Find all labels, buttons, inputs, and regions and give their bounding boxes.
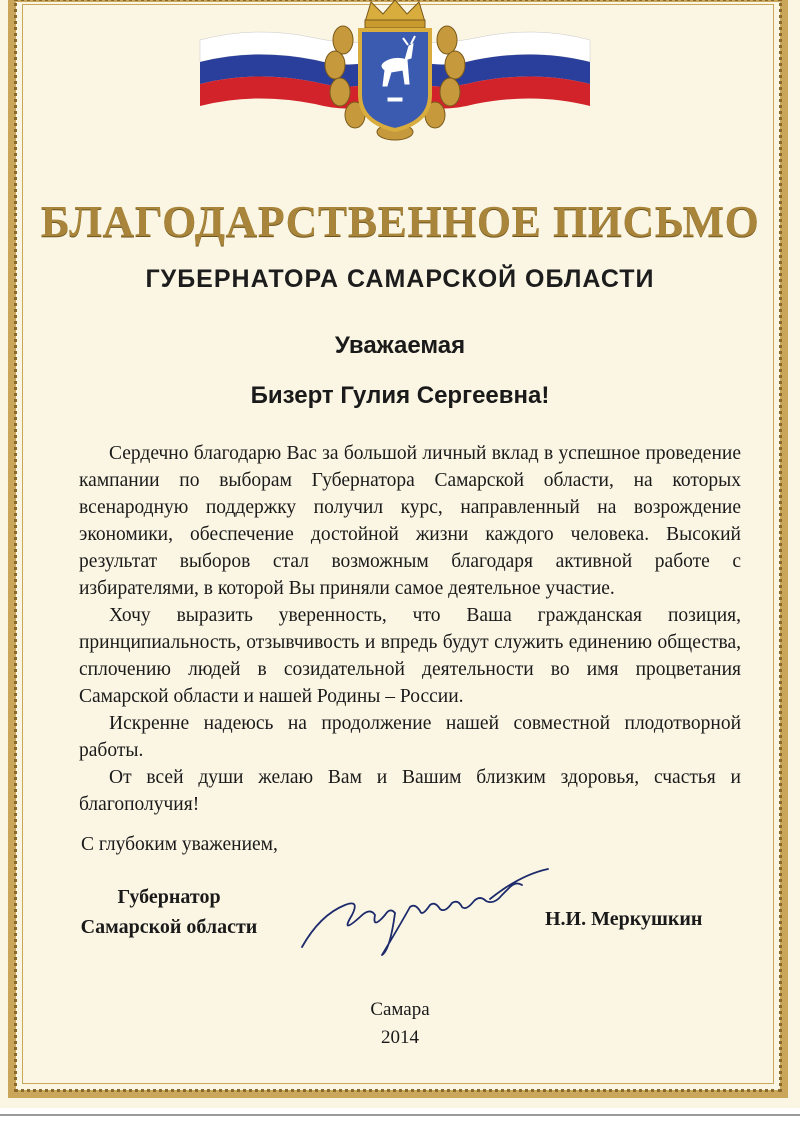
- recipient-name: Бизерт Гулия Сергеевна!: [250, 382, 550, 409]
- letter-body: [79, 440, 741, 818]
- signatory-position: [64, 882, 274, 942]
- paragraph: Искренне надеюсь на продолжение нашей совместной плодотворной работы.: [79, 713, 741, 761]
- handwritten-signature: [290, 855, 560, 965]
- document-subtitle: ГУБЕРНАТОРА САМАРСКОЙ ОБЛАСТИ: [145, 265, 655, 293]
- closing-line: С глубоким уважением,: [81, 834, 278, 855]
- year: 2014: [381, 1027, 419, 1048]
- paragraph: От всей души желаю Вам и Вашим близким здоровья, счастья и благополучия!: [79, 767, 741, 815]
- paragraph: Сердечно благодарю Вас за большой личный вклад в успешное проведение кампании по выборам Губернатора Самарской области, на которых всенародную поддержку получил курс, направленный на возрождение экономики, обеспечение достойной жизни каждого человека. Высокий результат выборов стал возможным благодаря активной работе с избирателями, в которой Вы приняли самое деятельное участие.: [79, 443, 741, 599]
- paragraph: Хочу выразить уверенность, что Ваша гражданская позиция, принципиальность, отзывчивость и впредь будут служить единению общества, сплочению людей в созидательной деятельности во имя процветания Самарской области и нашей Родины – России.: [79, 605, 741, 707]
- signatory-position-line1: Губернатор: [117, 886, 221, 908]
- place-and-date: [0, 996, 800, 1052]
- signatory-name: Н.И. Меркушкин: [545, 908, 703, 930]
- signatory-position-line2: Самарской области: [80, 916, 258, 938]
- coat-of-arms-icon: [195, 0, 595, 145]
- scan-edge-line: [0, 1114, 800, 1116]
- document-title: БЛАГОДАРСТВЕННОЕ ПИСЬМО: [40, 197, 760, 246]
- crown-icon: [365, 0, 425, 28]
- city: Самара: [370, 999, 430, 1020]
- greeting: Уважаемая: [334, 332, 466, 359]
